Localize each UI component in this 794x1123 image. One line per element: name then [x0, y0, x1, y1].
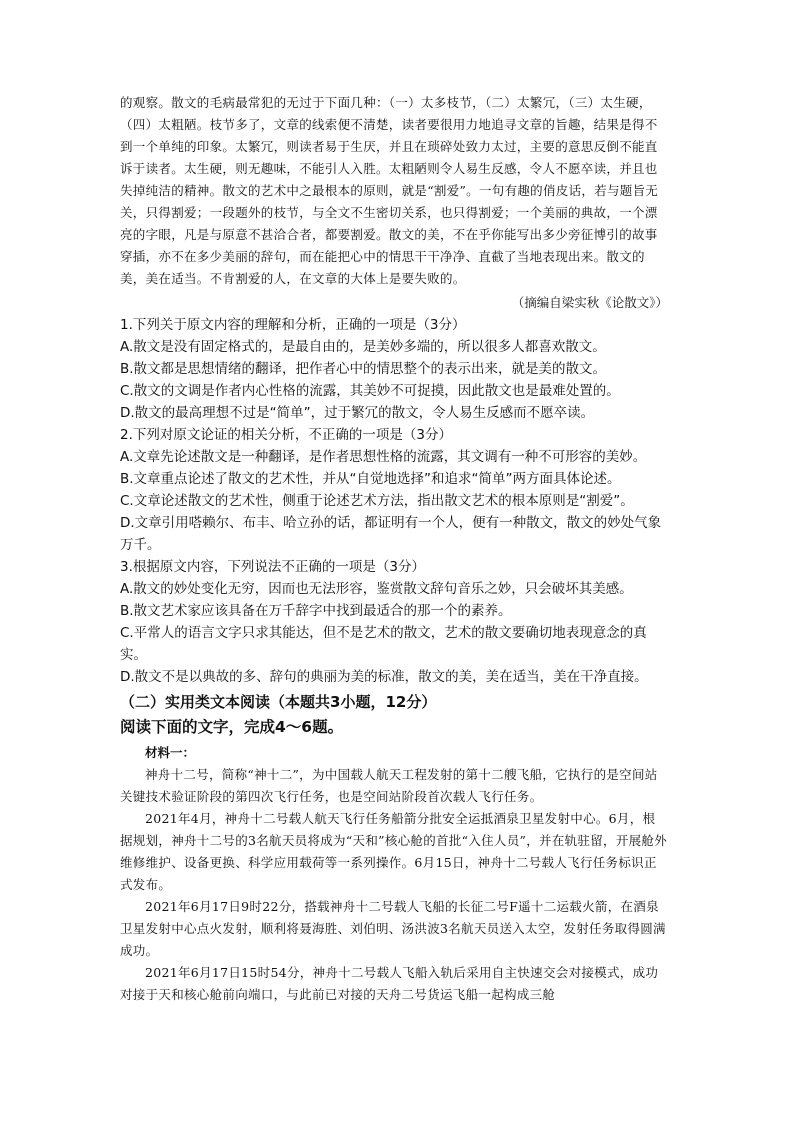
material-paragraph: 2021年6月17日15时54分，神舟十二号载人飞船入轨后采用自主快速交会对接模式，成功对接于天和核心舱前向端口，与此前已对接的天舟二号货运飞船一起构成三舱: [120, 965, 659, 1002]
option-b: B.散文都是思想情绪的翻译，把作者心中的情思整个的表示出来，就是美的散文。: [120, 361, 607, 377]
passage-text: 的观察。散文的毛病最常犯的无过于下面几种：（一）太多枝节，（二）太繁冗，（三）太生硬，（四）太粗陋。枝节多了，文章的线索便不清楚，读者要很用力地追寻文章的旨趣，结果是得不到一个单纯的印象。太繁冗，则读者易于生厌，并且在琐碎处致力太过，主要的意思反倒不能直诉于读者。太生硬，则无趣味，不能引人入胜。太粗陋则令人易生反感，令人不愿卒读，并且也失掉纯洁的精神。散文的艺术中之最根本的原则，就是“割爱”。一句有趣的俏皮话，若与题旨无关，只得割爱；一段题外的枝节，与全文不生密切关系，也只得割爱；一个美丽的典故，一个漂亮的字眼，凡是与原意不甚洽合者，都要割爱。散文的美，不在乎你能写出多少旁征博引的故事穿插，亦不在多少美丽的辞句，而在能把心中的情思干干净净、直截了当地表现出来。散文的美，美在适当。不肯割爱的人，在文章的大体上是要失败的。: [120, 95, 659, 286]
section-heading: （二）实用类文本阅读（本题共3小题，12分）: [120, 693, 437, 711]
question-3: [120, 556, 668, 688]
option-a: A.散文是没有固定格式的，是最自由的，是美妙多端的，所以很多人都喜欢散文。: [120, 339, 606, 355]
material-label: 材料一：: [145, 745, 196, 760]
question-1: [120, 314, 668, 424]
option-b: B.文章重点论述了散文的艺术性，并从“自觉地选择”和追求“简单”两方面具体论述。: [120, 471, 621, 487]
option-c: C.平常人的语言文字只求其能达，但不是艺术的散文，艺术的散文要确切地表现意念的真实。: [120, 625, 647, 663]
option-a: A.文章先论述散文是一种翻译，是作者思想性格的流露，其文调有一种不可形容的美妙。: [120, 449, 647, 465]
material-paragraph: 2021年4月，神舟十二号载人航天飞行任务船箭分批安全运抵酒泉卫星发射中心。6月，根据规划，神舟十二号的3名航天员将成为“天和”核心舱的首批“入住人员”，并在轨驻留，开展舱外维修维护、设备更换、科学应用载荷等一系列操作。6月15日，神舟十二号载人飞行任务标识正式发布。: [120, 811, 668, 892]
passage-source: （摘编自梁实秋《论散文》）: [511, 295, 668, 310]
option-d: D.散文不是以典故的多、辞句的典丽为美的标准，散文的美，美在适当，美在干净直接。: [120, 669, 648, 685]
material-paragraph: 2021年6月17日9时22分，搭载神舟十二号载人飞船的长征二号F遥十二运载火箭，在酒泉卫星发射中心点火发射，顺利将聂海胜、刘伯明、汤洪波3名航天员送入太空，发射任务取得圆满成功。: [120, 899, 666, 958]
option-d: D.散文的最高理想不过是“简单”，过于繁冗的散文，令人易生反感而不愿卒读。: [120, 405, 595, 421]
question-2: [120, 424, 668, 556]
document-page: [120, 92, 668, 1006]
option-c: C.文章论述散文的艺术性，侧重于论述艺术方法，指出散文艺术的根本原则是“割爱”。: [120, 493, 634, 509]
question-stem: 2.下列对原文论证的相关分析，不正确的一项是（3分）: [120, 427, 452, 443]
question-stem: 3.根据原文内容，下列说法不正确的一项是（3分）: [120, 559, 425, 575]
material-paragraph: 神舟十二号，简称“神十二”，为中国载人航天工程发射的第十二艘飞船，它执行的是空间站关键技术验证阶段的第四次飞行任务，也是空间站阶段首次载人飞行任务。: [120, 767, 658, 804]
section-instruction: 阅读下面的文字，完成4～6题。: [120, 718, 344, 736]
passage-excerpt: [120, 92, 668, 290]
option-b: B.散文艺术家应该具备在万千辞字中找到最适合的那一个的素养。: [120, 603, 512, 619]
question-stem: 1.下列关于原文内容的理解和分析，正确的一项是（3分）: [120, 317, 466, 333]
option-a: A.散文的妙处变化无穷，因而也无法形容，鉴赏散文辞句音乐之妙，只会破坏其美感。: [120, 581, 633, 597]
option-d: D.文章引用嗒赖尔、布丰、哈立孙的话，都证明有一个人，便有一种散文，散文的妙处气象万千。: [120, 515, 662, 553]
option-c: C.散文的文调是作者内心性格的流露，其美妙不可捉摸，因此散文也是最难处置的。: [120, 383, 620, 399]
